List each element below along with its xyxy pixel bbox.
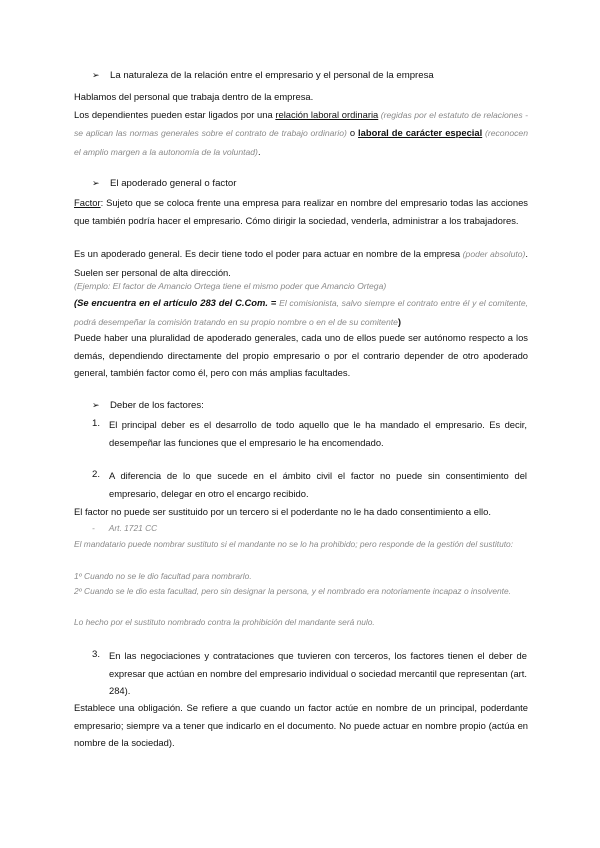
section-heading-deber: ➢ Deber de los factores: <box>92 400 204 411</box>
quote-segundo: 2º Cuando se le dio esta facultad, pero sin designar la persona, y el nombrado era notoriamente incapaz o insolvente. <box>74 586 511 596</box>
paragraph-sustituido: El factor no puede ser sustituido por un tercero si el poderdante no le ha dado consentimiento a ello. <box>74 506 491 517</box>
list-item-1: El principal deber es el desarrollo de todo aquello que le ha mandado el empresario. Es decir, desempeñar las funciones que el empresario le ha encomendado. <box>109 419 527 448</box>
term-relacion-laboral-ordinaria: relación laboral ordinaria <box>275 108 379 120</box>
term-laboral-caracter-especial: laboral de carácter especial <box>358 127 483 138</box>
quote-nulo: Lo hecho por el sustituto nombrado contra la prohibición del mandante será nulo. <box>74 617 375 627</box>
list-number-3: 3. <box>92 649 101 660</box>
section-heading-apoderado: ➢ El apoderado general o factor <box>92 178 237 189</box>
section-heading-naturaleza: ➢ La naturaleza de la relación entre el empresario y el personal de la empresa <box>92 70 434 81</box>
paragraph-dependientes: Los dependientes pueden estar ligados por una relación laboral ordinaria (regidas por el estatuto de relaciones - se aplican las normas generales sobre el contrato de trabajo ordinario) o laboral de carácter especial (reconocen el amplio margen a la autonomía de la voluntad). <box>74 108 528 157</box>
list-item-3: En las negociaciones y contrataciones que tuvieren con terceros, los factores tienen el deber de expresar que actúan en nombre del empresario individual o sociedad mercantil que representan (art. 284). <box>109 650 527 696</box>
paragraph-personal: Hablamos del personal que trabaja dentro de la empresa. <box>74 91 314 102</box>
paragraph-articulo-283: (Se encuentra en el artículo 283 del C.Com. = El comisionista, salvo siempre el contrato entre él y el comitente, podrá desempeñar la comisión tratando en su propio nombre o en el de su comitente) <box>74 297 528 327</box>
list-number-2: 2. <box>92 469 101 480</box>
example-amancio-ortega: (Ejemplo: El factor de Amancio Ortega tiene el mismo poder que Amancio Ortega) <box>74 281 387 291</box>
arrow-bullet-icon: ➢ <box>92 400 100 410</box>
list-number-1: 1. <box>92 418 101 429</box>
paragraph-apoderado-general: Es un apoderado general. Es decir tiene todo el poder para actuar en nombre de la empresa (poder absoluto). Suelen ser personal de alta dirección. <box>74 248 528 278</box>
paragraph-factor-definition: Factor: Sujeto que se coloca frente una empresa para realizar en nombre del empresario todas las acciones que también podría hacer el empresario. Cómo dirigir la sociedad, venderla, administrar a los trabajadores. <box>74 197 528 226</box>
paragraph-pluralidad: Puede haber una pluralidad de apoderado generales, cada uno de ellos puede ser autónomo respecto a los demás, dependiendo directamente del propio empresario o por el contrario depender de otro apoderado general, también factor como él, pero con más amplias facultades. <box>74 332 528 378</box>
term-factor: Factor <box>74 197 101 208</box>
quote-primero: 1º Cuando no se le dio facultad para nombrarlo. <box>74 571 252 581</box>
list-item-2: A diferencia de lo que sucede en el ámbito civil el factor no puede sin consentimiento del empresario, delegar en otro el encargo recibido. <box>109 470 527 499</box>
quote-mandatario: El mandatario puede nombrar sustituto si el mandante no se lo ha prohibido; pero responde de la gestión del sustituto: <box>74 539 514 549</box>
arrow-bullet-icon: ➢ <box>92 178 100 188</box>
paragraph-obligacion: Establece una obligación. Se refiere a que cuando un factor actúe en nombre de un principal, poderdante empresario; siempre va a tener que indicarlo en el documento. No puede actuar en nombre propio (actúa en nombre de la sociedad). <box>74 702 528 748</box>
article-reference: - Art. 1721 CC <box>92 523 158 533</box>
arrow-bullet-icon: ➢ <box>92 70 100 80</box>
